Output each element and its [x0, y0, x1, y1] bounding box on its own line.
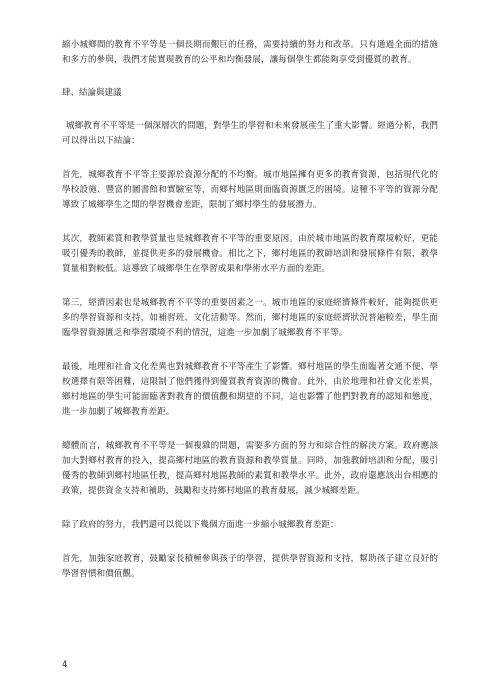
page-number: 4 [62, 660, 68, 670]
document-body [62, 38, 438, 582]
paragraph-family-education: 首先，加強家庭教育，鼓勵家長積極參與孩子的學習，提供學習資源和支持，幫助孩子建立良好的學習習慣和價值觀。 [62, 554, 438, 579]
paragraph-last: 最後，地理和社會文化差異也對城鄉教育不平等產生了影響。鄉村地區的學生面臨著交通不便、學校選擇有限等困難，這限制了他們獲得到優質教育資源的機會。此外，由於地理和社會文化差異，鄉村地區的學生可能面臨著對教育的價值觀和期望的不同，這也影響了他們對教育的認知和態度，進一步加劇了城鄉教育差距。 [62, 362, 438, 417]
paragraph-second: 其次，教師素質和教學質量也是城鄉教育不平等的重要原因。由於城市地區的教育環境較好，更能吸引優秀的教師，並提供更多的發展機會。相比之下，鄉村地區的教師培訓和發展條件有限，教學質量相對較低。這導致了城鄉學生在學習成果和學術水平方面的差距。 [62, 234, 438, 274]
paragraph-first: 首先，城鄉教育不平等主要源於資源分配的不均衡。城市地區擁有更多的教育資源，包括現代化的學校設施、豐富的圖書館和實驗室等，而鄉村地區則面臨資源匱乏的困境。這種不平等的資源分配導致了城鄉學生之間的學習機會差距，限制了鄉村學生的發展潛力。 [62, 170, 438, 210]
paragraph-overall: 總體而言，城鄉教育不平等是一個複雜的問題，需要多方面的努力和綜合性的解決方案。政府應該加大對鄉村教育的投入，提高鄉村地區的教育資源和教學質量。同時，加強教師培訓和分配，吸引優秀的教師到鄉村地區任教，提高鄉村地區教師的素質和教學水平。此外，政府還應該出台相應的政策，提供資金支持和補助，鼓勵和支持鄉村地區的教育發展，減少城鄉差距。 [62, 441, 438, 496]
paragraph-summary: 城鄉教育不平等是一個深層次的問題，對學生的學習和未來發展產生了重大影響。經過分析，我們可以得出以下結論： [62, 121, 438, 146]
paragraph-intro: 縮小城鄉間的教育不平等是一個長期而艱巨的任務，需要持續的努力和改革。只有通過全面的措施和多方的參與，我們才能實現教育的公平和均衡發展，讓每個學生都能夠享受到優質的教育。 [62, 40, 438, 65]
paragraph-beyond-government: 除了政府的努力，我們還可以從以下幾個方面進一步縮小城鄉教育差距： [62, 520, 339, 530]
paragraph-third: 第三，經濟因素也是城鄉教育不平等的重要因素之一。城市地區的家庭經濟條件較好，能夠提供更多的學習資源和支持，如補習班、文化活動等。然而，鄉村地區的家庭經濟狀況普遍較差，學生面臨學習資源匱乏和學習環境不利的情況，這進一步加劇了城鄉教育不平等。 [62, 298, 438, 338]
section-heading: 肆、結論與建議 [62, 88, 122, 98]
